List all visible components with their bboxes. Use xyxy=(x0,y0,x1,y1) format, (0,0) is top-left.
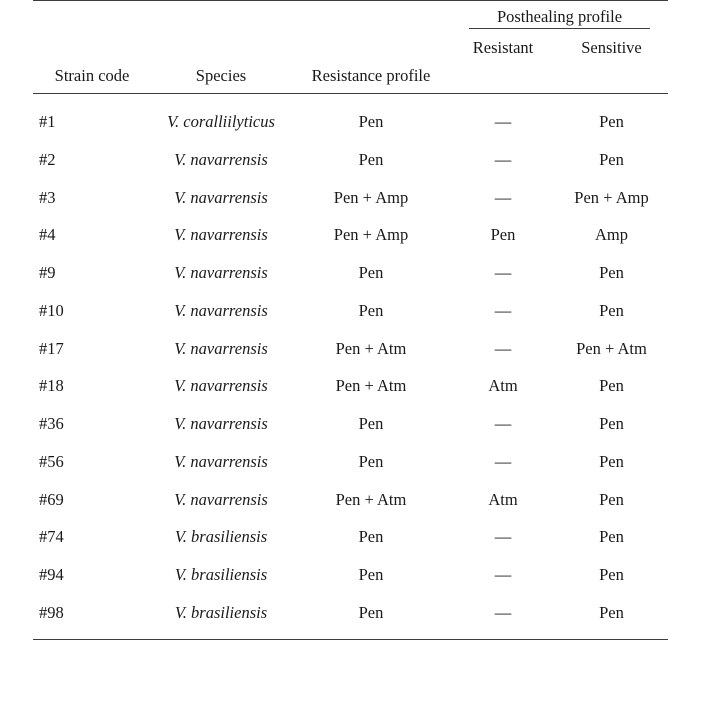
cell-posthealing-resistant: — xyxy=(494,527,512,547)
cell-resistance-profile: Pen + Amp xyxy=(333,225,409,245)
table-row xyxy=(33,443,668,481)
cell-resistance-profile: Pen xyxy=(358,527,384,547)
cell-resistance-profile: Pen xyxy=(358,602,384,622)
cell-posthealing-sensitive: Pen xyxy=(599,149,624,169)
cell-posthealing-resistant: — xyxy=(494,263,512,282)
cell-resistance-profile: Pen + Atm xyxy=(335,376,407,396)
header-species: Species xyxy=(195,66,247,85)
cell-species xyxy=(151,330,291,368)
cell-strain-code: #69 xyxy=(39,489,64,509)
table-row xyxy=(33,481,668,519)
cell-posthealing-sensitive: Pen xyxy=(599,112,624,131)
cell-posthealing-resistant: — xyxy=(494,414,512,433)
cell-resistance-profile: Pen xyxy=(358,565,384,584)
table-body xyxy=(33,94,668,639)
cell-species-text: V. brasiliensis xyxy=(174,602,268,622)
table-row xyxy=(33,368,668,406)
cell-posthealing-resistant: — xyxy=(494,565,512,584)
table-row xyxy=(33,94,668,141)
cell-resistance-profile: Pen xyxy=(358,414,384,433)
cell-species xyxy=(151,368,291,406)
cell-strain-code: #9 xyxy=(39,263,56,282)
header-posthealing-profile-label: Posthealing profile xyxy=(496,7,623,26)
cell-species xyxy=(151,292,291,330)
cell-species-text: V. brasiliensis xyxy=(174,527,268,547)
cell-posthealing-resistant: — xyxy=(494,338,512,358)
table-row xyxy=(33,406,668,444)
cell-strain-code: #10 xyxy=(39,300,64,320)
table-row xyxy=(33,519,668,557)
header-posthealing-sensitive: Sensitive xyxy=(581,38,642,57)
cell-resistance-profile: Pen + Amp xyxy=(333,187,409,207)
cell-posthealing-sensitive: Amp xyxy=(595,225,628,245)
table-row xyxy=(33,292,668,330)
cell-species xyxy=(151,594,291,638)
cell-posthealing-resistant: — xyxy=(494,149,512,169)
cell-posthealing-resistant: Pen xyxy=(490,225,516,245)
cell-species-text: V. navarrensis xyxy=(174,414,268,433)
cell-strain-code: #56 xyxy=(39,451,64,471)
cell-resistance-profile: Pen xyxy=(358,451,384,471)
cell-species-text: V. navarrensis xyxy=(174,300,268,320)
cell-species xyxy=(151,179,291,217)
cell-species xyxy=(151,443,291,481)
cell-species-text: V. navarrensis xyxy=(174,149,268,169)
cell-resistance-profile: Pen xyxy=(358,149,384,169)
header-main-row xyxy=(33,60,668,88)
cell-strain-code: #94 xyxy=(39,565,64,584)
cell-species-text: V. navarrensis xyxy=(174,187,268,207)
cell-species-text: V. coralliilyticus xyxy=(167,112,275,131)
header-spacer-strain xyxy=(33,1,151,60)
table-row xyxy=(33,330,668,368)
header-blank-sensitive xyxy=(555,60,668,88)
cell-resistance-profile: Pen xyxy=(358,300,384,320)
cell-posthealing-sensitive: Pen xyxy=(599,300,624,320)
cell-species-text: V. navarrensis xyxy=(174,263,268,282)
cell-posthealing-sensitive: Pen xyxy=(599,414,624,433)
cell-posthealing-resistant: — xyxy=(494,300,512,320)
cell-posthealing-resistant: — xyxy=(494,112,512,131)
table-bottom-rule xyxy=(33,639,668,640)
table-row xyxy=(33,594,668,638)
cell-posthealing-sensitive: Pen + Amp xyxy=(574,187,649,207)
cell-species xyxy=(151,481,291,519)
header-strain-code: Strain code xyxy=(54,66,130,85)
cell-posthealing-resistant: — xyxy=(494,451,512,471)
cell-posthealing-sensitive: Pen xyxy=(599,451,624,471)
strain-resistance-table xyxy=(33,0,668,640)
cell-species xyxy=(151,217,291,255)
cell-posthealing-sensitive: Pen xyxy=(599,565,624,584)
cell-posthealing-sensitive: Pen xyxy=(599,602,624,622)
cell-strain-code: #4 xyxy=(39,225,56,245)
cell-posthealing-resistant: — xyxy=(494,187,512,207)
table-footer xyxy=(33,639,668,640)
cell-species-text: V. navarrensis xyxy=(174,376,268,396)
cell-strain-code: #98 xyxy=(39,602,64,622)
header-group-row xyxy=(33,1,668,35)
header-posthealing-resistant: Resistant xyxy=(472,38,534,57)
cell-resistance-profile: Pen xyxy=(358,263,384,282)
cell-species-text: V. navarrensis xyxy=(174,451,268,471)
table-row xyxy=(33,141,668,179)
cell-species xyxy=(151,141,291,179)
cell-species xyxy=(151,255,291,293)
cell-posthealing-sensitive: Pen xyxy=(599,527,624,547)
cell-posthealing-resistant: — xyxy=(494,602,512,622)
cell-species-text: V. navarrensis xyxy=(174,225,268,245)
cell-species xyxy=(151,94,291,141)
cell-resistance-profile: Pen xyxy=(358,112,384,131)
cell-species-text: V. navarrensis xyxy=(174,489,268,509)
cell-strain-code: #17 xyxy=(39,338,64,358)
header-resistance-profile: Resistance profile xyxy=(311,66,431,85)
cell-strain-code: #3 xyxy=(39,187,56,207)
table-row xyxy=(33,557,668,595)
cell-posthealing-sensitive: Pen + Atm xyxy=(576,338,647,358)
cell-strain-code: #36 xyxy=(39,414,64,433)
header-blank-resistant xyxy=(451,60,555,88)
table-row xyxy=(33,179,668,217)
cell-species-text: V. brasiliensis xyxy=(174,565,268,584)
cell-species-text: V. navarrensis xyxy=(174,338,268,358)
cell-strain-code: #74 xyxy=(39,527,64,547)
cell-strain-code: #18 xyxy=(39,376,64,396)
table-header xyxy=(33,0,668,94)
cell-resistance-profile: Pen + Atm xyxy=(335,489,407,509)
cell-posthealing-resistant: Atm xyxy=(488,376,518,396)
cell-species xyxy=(151,406,291,444)
cell-strain-code: #1 xyxy=(39,112,56,131)
table-bottom-rule-row xyxy=(33,639,668,640)
cell-posthealing-sensitive: Pen xyxy=(599,489,624,509)
table-row xyxy=(33,255,668,293)
cell-posthealing-sensitive: Pen xyxy=(599,376,624,396)
header-posthealing-profile xyxy=(451,1,668,35)
header-posthealing-rule xyxy=(469,28,650,29)
header-spacer-resistance xyxy=(291,1,451,60)
cell-posthealing-sensitive: Pen xyxy=(599,263,624,282)
table-row xyxy=(33,217,668,255)
cell-species xyxy=(151,519,291,557)
cell-posthealing-resistant: Atm xyxy=(488,489,518,509)
header-spacer-species xyxy=(151,1,291,60)
cell-strain-code: #2 xyxy=(39,149,56,169)
cell-species xyxy=(151,557,291,595)
cell-resistance-profile: Pen + Atm xyxy=(335,338,407,358)
